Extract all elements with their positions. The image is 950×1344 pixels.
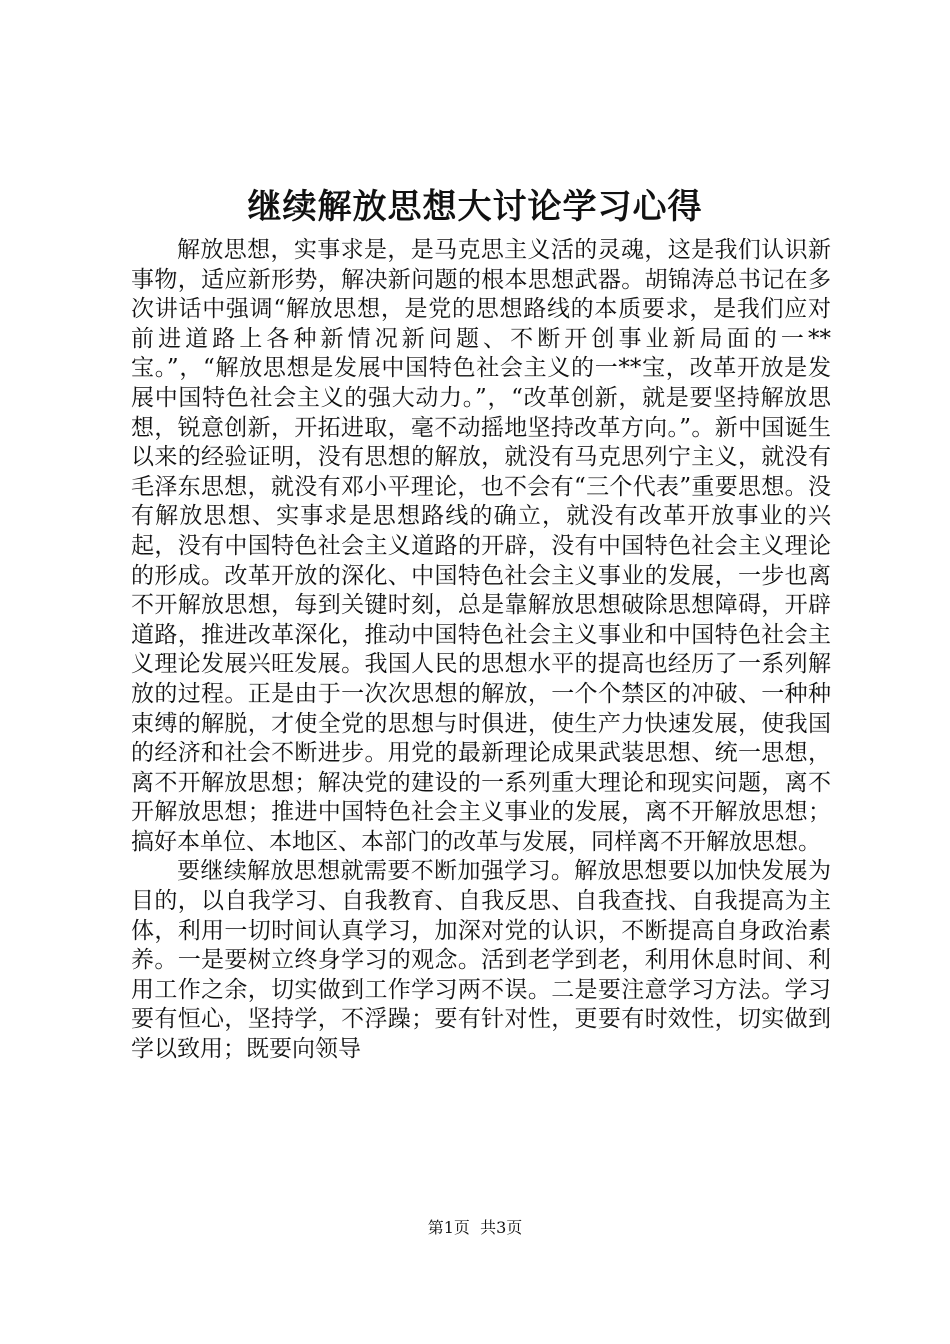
page-number: 第1页: [427, 1218, 470, 1237]
document-body: [131, 236, 831, 1065]
footer-spacer: [470, 1218, 480, 1237]
document-title: 继续解放思想大讨论学习心得: [247, 187, 703, 227]
page-total: 共3页: [480, 1218, 523, 1237]
paragraph-2: 要继续解放思想就需要不断加强学习。解放思想要以加快发展为目的，以自我学习、自我教育、自我反思、自我查找、自我提高为主体，利用一切时间认真学习，加深对党的认识，不断提高自身政治素养。一是要树立终身学习的观念。活到老学到老，利用休息时间、利用工作之余，切实做到工作学习两不误。二是要注意学习方法。学习要有恒心，坚持学，不浮躁；要有针对性，更要有时效性，切实做到学以致用；既要向领导: [131, 858, 831, 1063]
page-footer: [0, 1216, 950, 1240]
paragraph-1: 解放思想，实事求是，是马克思主义活的灵魂，这是我们认识新事物，适应新形势，解决新问题的根本思想武器。胡锦涛总书记在多次讲话中强调“解放思想，是党的思想路线的本质要求，是我们应对前进道路上各种新情况新问题、不断开创事业新局面的一**宝。”，“解放思想是发展中国特色社会主义的一**宝，改革开放是发展中国特色社会主义的强大动力。”，“改革创新，就是要坚持解放思想，锐意创新，开拓进取，毫不动摇地坚持改革方向。”。新中国诞生以来的经验证明，没有思想的解放，就没有马克思列宁主义，就没有毛泽东思想，就没有邓小平理论，也不会有“三个代表”重要思想。没有解放思想、实事求是思想路线的确立，就没有改革开放事业的兴起，没有中国特色社会主义道路的开辟，没有中国特色社会主义理论的形成。改革开放的深化、中国特色社会主义事业的发展，一步也离不开解放思想，每到关键时刻，总是靠解放思想破除思想障碍，开辟道路，推进改革深化，推动中国特色社会主义事业和中国特色社会主义理论发展兴旺发展。我国人民的思想水平的提高也经历了一系列解放的过程。正是由于一次次思想的解放，一个个禁区的冲破、一种种束缚的解脱，才使全党的思想与时俱进，使生产力快速发展，使我国的经济和社会不断进步。用党的最新理论成果武装思想、统一思想，离不开解放思想；解决党的建设的一系列重大理论和现实问题，离不开解放思想；推进中国特色社会主义事业的发展，离不开解放思想；搞好本单位、本地区、本部门的改革与发展，同样离不开解放思想。: [131, 237, 831, 855]
